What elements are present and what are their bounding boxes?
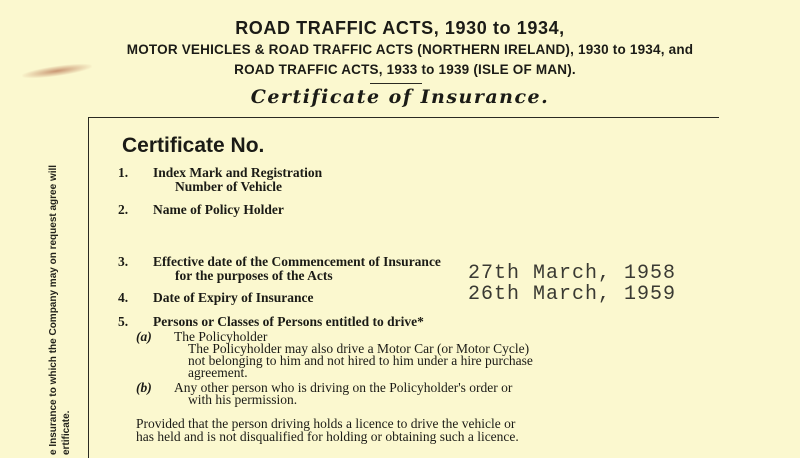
sub-a-title: The Policyholder — [174, 329, 268, 344]
side-note-line-1: e Insurance to which the Company may on request agree will — [48, 164, 59, 455]
item-1-number: 1. — [118, 165, 129, 180]
item-5-label: Persons or Classes of Persons entitled to drive* — [153, 314, 424, 329]
item-3-label-line-2: for the purposes of the Acts — [175, 268, 333, 283]
act-heading-1: ROAD TRAFFIC ACTS, 1930 to 1934, — [235, 18, 565, 38]
item-4-label: Date of Expiry of Insurance — [153, 290, 314, 305]
heading-rule — [370, 83, 422, 84]
sub-a-line-1: The Policyholder may also drive a Motor Car (or Motor Cycle) — [188, 341, 530, 356]
proviso-line-2: has held and is not disqualified for holding or obtaining such a licence. — [136, 429, 519, 444]
commencement-date-value: 27th March, 1958 — [468, 262, 677, 285]
sub-a-line-3: agreement. — [188, 365, 248, 380]
side-note-line-2: ertificate. — [61, 410, 72, 455]
item-3-label-line-1: Effective date of the Commencement of Insurance — [153, 254, 441, 269]
expiry-date-value: 26th March, 1959 — [468, 283, 677, 306]
item-4-number: 4. — [118, 290, 129, 305]
item-2-label: Name of Policy Holder — [153, 202, 284, 217]
act-heading-3: ROAD TRAFFIC ACTS, 1933 to 1939 (ISLE OF MAN). — [234, 62, 576, 77]
item-3-number: 3. — [118, 254, 129, 269]
certificate-title: Certificate of Insurance. — [250, 86, 550, 108]
sub-b-marker: (b) — [136, 380, 152, 395]
sub-a-marker: (a) — [136, 329, 152, 344]
sub-a-line-2: not belonging to him and not hired to him under a hire purchase — [188, 353, 533, 368]
proviso-line-1: Provided that the person driving holds a licence to drive the vehicle or — [136, 416, 516, 431]
certificate-number-label: Certificate No. — [122, 134, 265, 157]
sub-b-line-1: Any other person who is driving on the Policyholder's order or — [174, 380, 513, 395]
act-heading-2: MOTOR VEHICLES & ROAD TRAFFIC ACTS (NORTHERN IRELAND), 1930 to 1934, and — [126, 42, 694, 57]
item-2-number: 2. — [118, 202, 129, 217]
side-note — [47, 165, 73, 455]
sub-b-line-2: with his permission. — [188, 392, 298, 407]
item-1-label-line-2: Number of Vehicle — [175, 179, 282, 194]
item-1-label-line-1: Index Mark and Registration — [153, 165, 323, 180]
item-5-number: 5. — [118, 314, 129, 329]
